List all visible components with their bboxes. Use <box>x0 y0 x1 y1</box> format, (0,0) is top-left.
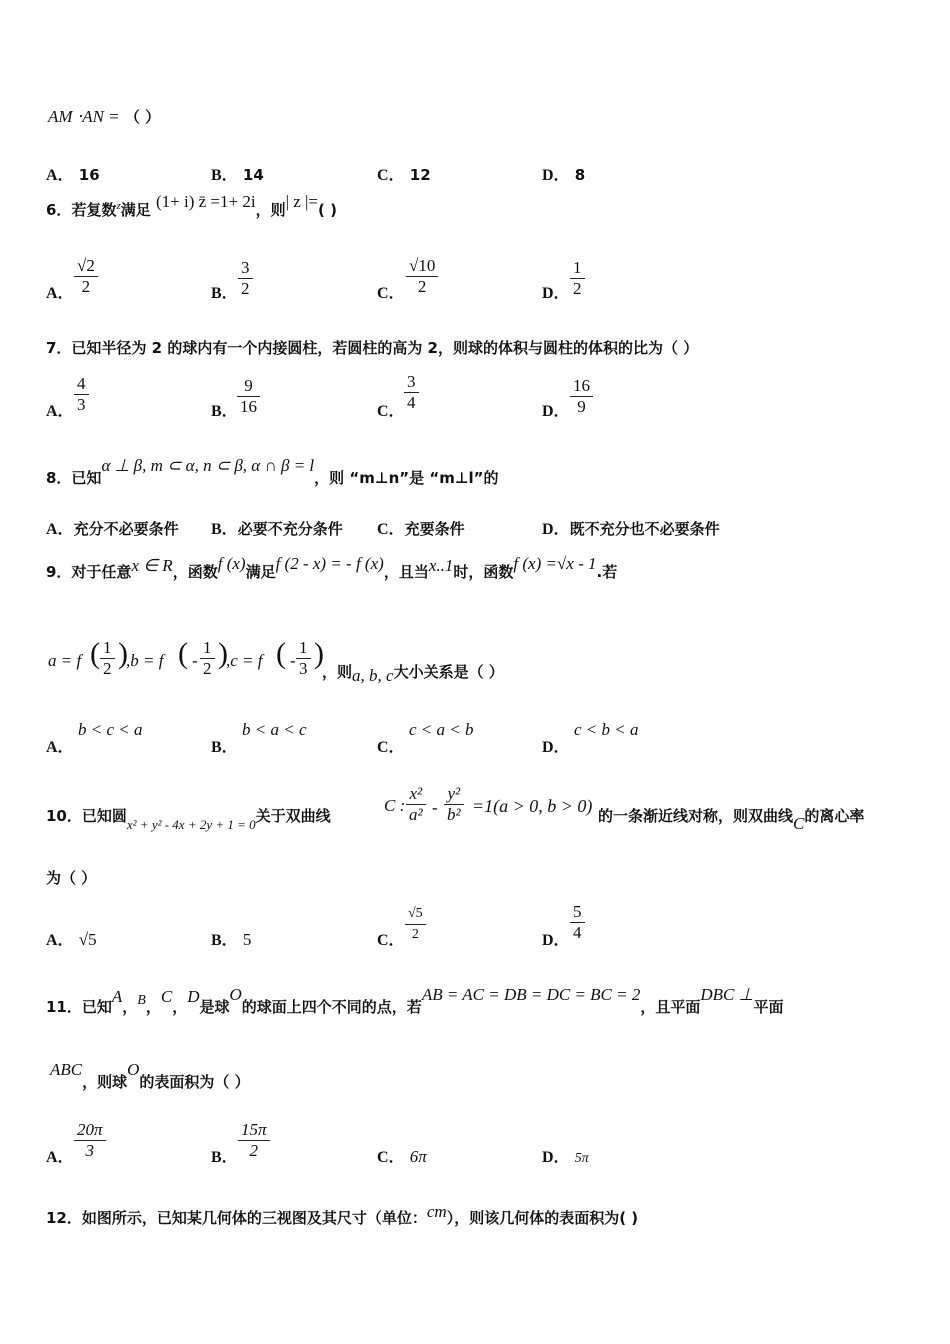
q10-hyperbola: C : <box>384 796 406 815</box>
q9-paren-close-1: ) <box>118 637 128 670</box>
q10-hyperbola-y: y² b² <box>444 784 464 825</box>
q7-option-a-fraction: 4 3 <box>74 374 89 415</box>
q5-option-c[interactable]: C． 12 <box>377 166 431 184</box>
q9-option-d[interactable]: D． <box>542 739 570 756</box>
q11-option-b-fraction: 15π 2 <box>238 1120 270 1161</box>
q10-stem: 10．已知圆x² + y² - 4x + 2y + 1 = 0关于双曲线 <box>46 807 331 832</box>
q5-option-a[interactable]: A． 16 <box>46 166 100 184</box>
q11-stem-line2: ABC，则球O的表面积为（ ） <box>50 1060 250 1091</box>
q9-fraction-1: 1 2 <box>100 638 115 679</box>
q9-abc-definition: a = f <box>48 651 82 670</box>
q5-option-d[interactable]: D． 8 <box>542 166 586 184</box>
q5-expression-line <box>48 107 160 127</box>
q11-option-b[interactable]: B． <box>211 1149 238 1166</box>
q6-option-d-fraction: 1 2 <box>570 258 585 299</box>
q8-option-a[interactable]: A．充分不必要条件 <box>46 520 179 538</box>
q9-c-def: ,c = f <box>226 651 263 670</box>
q10-option-c[interactable]: C． <box>377 932 405 949</box>
q8-condition: α ⊥ β, m ⊂ α, n ⊂ β, α ∩ β = l <box>101 456 315 475</box>
q11-option-a-fraction: 20π 3 <box>74 1120 106 1161</box>
q7-option-b[interactable]: B． <box>211 403 238 420</box>
q6-option-c[interactable]: C． <box>377 285 405 302</box>
q8-option-c[interactable]: C．充要条件 <box>377 520 465 538</box>
q9-paren-open-1: ( <box>90 637 100 670</box>
q6-stem: 6．若复数$^z$满足 (1+ i) z̄ =1+ 2i，则| z |=( ) <box>46 192 337 219</box>
q9-paren-close-3: ) <box>314 637 324 670</box>
q7-option-b-fraction: 9 16 <box>237 376 260 417</box>
q6-condition: (1+ i) z̄ =1+ 2i <box>155 192 256 211</box>
q7-stem: 7．已知半径为 2 的球内有一个内接圆柱，若圆柱的高为 2，则球的体积与圆柱的体积的比为（ ） <box>46 339 699 357</box>
q9-question: ，则a, b, c大小关系是（ ） <box>322 663 504 685</box>
q8-option-b[interactable]: B．必要不充分条件 <box>211 520 343 538</box>
q9-option-c[interactable]: C． <box>377 739 405 756</box>
q11-stem: 11．已知A，B，C，D是球O的球面上四个不同的点，若AB = AC = DB = DC = BC = 2，且平面DBC ⊥平面 <box>46 985 784 1016</box>
q6-modulus: | z |= <box>285 192 319 211</box>
q10-hyperbola-minus: - <box>432 798 438 817</box>
q7-option-c-fraction: 3 4 <box>404 372 419 413</box>
q7-option-d-fraction: 16 9 <box>570 376 593 417</box>
q10-option-d-fraction: 5 4 <box>570 902 585 943</box>
q10-stem-tail: 的一条渐近线对称，则双曲线C的离心率 <box>598 807 865 833</box>
q10-option-d[interactable]: D． <box>542 932 570 949</box>
q8-option-d[interactable]: D．既不充分也不必要条件 <box>542 520 720 538</box>
q5-option-b[interactable]: B． 14 <box>211 166 264 184</box>
q6-option-d[interactable]: D． <box>542 285 570 302</box>
q9-fraction-2: 1 2 <box>200 638 215 679</box>
q10-stem-line2: 为（ ） <box>46 869 97 887</box>
q9-option-d-value: c < b < a <box>574 720 639 739</box>
q9-option-a-value: b < c < a <box>78 720 143 739</box>
q9-neg-2: - <box>290 651 296 670</box>
q9-b-def: ,b = f <box>126 651 164 670</box>
q9-paren-close-2: ) <box>218 637 228 670</box>
q12-stem: 12．如图所示，已知某几何体的三视图及其尺寸（单位：cm），则该几何体的表面积为( ) <box>46 1202 639 1227</box>
q5-expression: AM ⋅AN = <box>48 107 120 126</box>
q10-option-c-fraction: √5 2 <box>405 904 426 945</box>
q7-option-a[interactable]: A． <box>46 403 74 420</box>
q9-option-a[interactable]: A． <box>46 739 74 756</box>
q11-option-a[interactable]: A． <box>46 1149 74 1166</box>
q9-neg-1: - <box>192 651 198 670</box>
q11-option-d[interactable]: D． 5π <box>542 1149 589 1166</box>
q6-option-a-fraction: √2 2 <box>74 256 98 297</box>
q9-paren-open-3: ( <box>276 637 286 670</box>
q5-paren: （ ） <box>124 108 161 126</box>
q8-stem: 8．已知α ⊥ β, m ⊂ α, n ⊂ β, α ∩ β = l，则 “m⊥n”是 “m⊥l”的 <box>46 456 499 487</box>
q6-option-a[interactable]: A． <box>46 285 74 302</box>
q9-paren-open-2: ( <box>178 637 188 670</box>
q9-fraction-3: 1 3 <box>296 638 311 679</box>
q6-option-b[interactable]: B． <box>211 285 238 302</box>
q10-hyperbola-condition: =1(a > 0, b > 0) <box>472 796 593 816</box>
q11-option-c[interactable]: C． 6π <box>377 1147 427 1166</box>
q7-option-c[interactable]: C． <box>377 403 405 420</box>
q9-option-b[interactable]: B． <box>211 739 238 756</box>
q10-option-a[interactable]: A． √5 <box>46 930 97 949</box>
q6-option-b-fraction: 3 2 <box>238 258 253 299</box>
q10-option-b[interactable]: B． 5 <box>211 930 252 949</box>
q9-stem: 9．对于任意x ∈ R，函数f (x)满足f (2 - x) = - f (x)，且当x..1时，函数f (x) =√x - 1.若 <box>46 554 618 581</box>
q9-option-b-value: b < a < c <box>242 720 307 739</box>
q10-hyperbola-x: x² a² <box>406 784 426 825</box>
q7-option-d[interactable]: D． <box>542 403 570 420</box>
q6-option-c-fraction: √10 2 <box>406 256 438 297</box>
q9-option-c-value: c < a < b <box>409 720 474 739</box>
